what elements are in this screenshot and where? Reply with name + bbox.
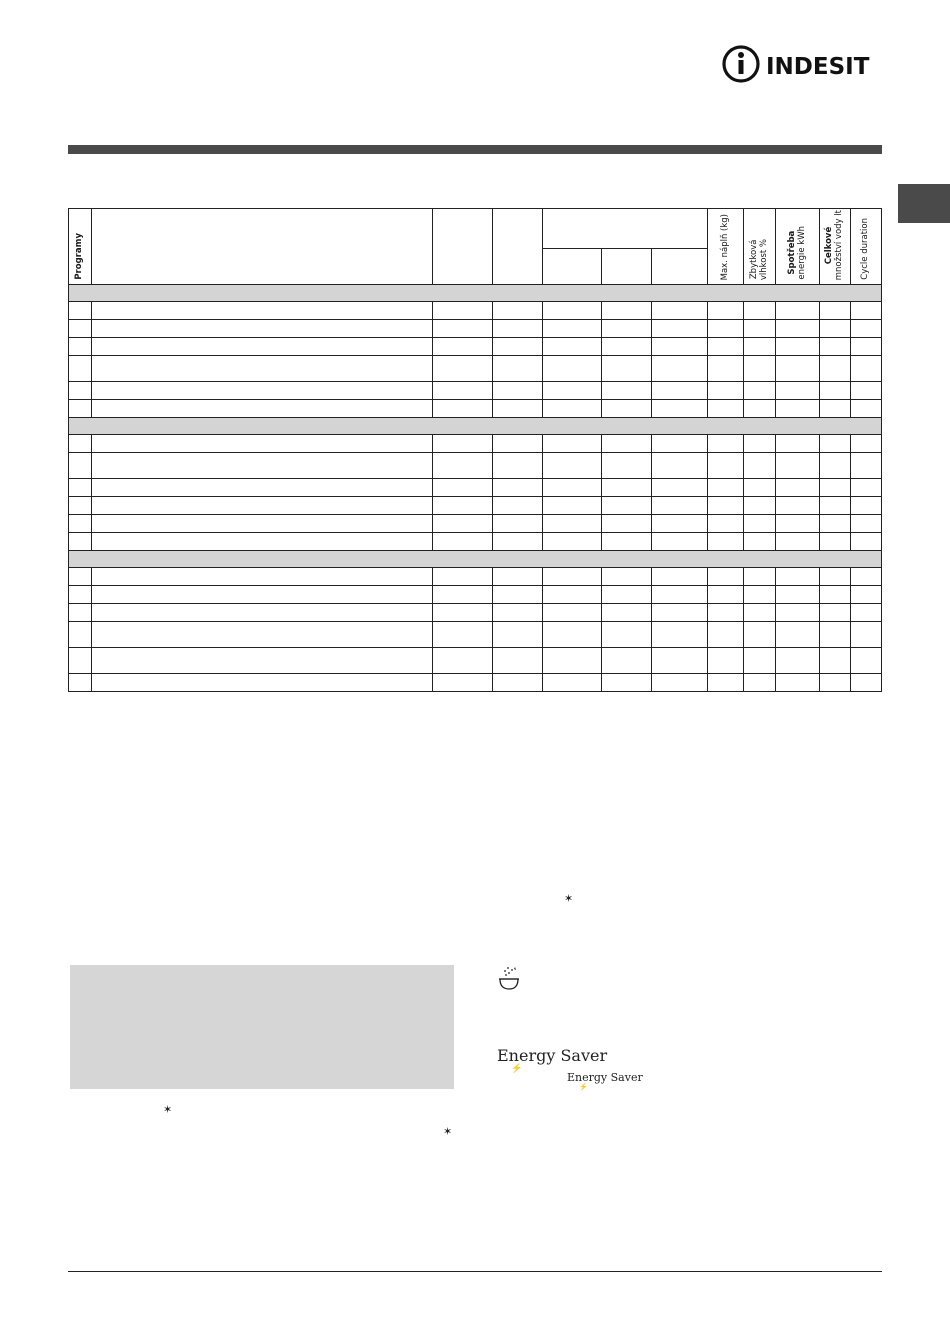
table-cell xyxy=(543,604,602,622)
group-header xyxy=(543,209,708,249)
residual-moisture-header: Zbytková vlhkost % xyxy=(744,209,776,285)
table-cell xyxy=(744,435,776,453)
energy-saver-text: Energy Saver xyxy=(497,1046,608,1065)
table-cell xyxy=(820,302,851,320)
table-row xyxy=(69,382,882,400)
table-cell xyxy=(776,604,820,622)
table-cell xyxy=(744,622,776,648)
table-row xyxy=(69,674,882,692)
section-row xyxy=(69,285,882,302)
table-cell xyxy=(543,533,602,551)
table-cell xyxy=(433,586,493,604)
energy-saver-logo xyxy=(567,1071,643,1091)
table-row xyxy=(69,533,882,551)
table-cell xyxy=(776,515,820,533)
sparkle-icon: ✶ xyxy=(564,892,574,905)
table-cell xyxy=(652,515,708,533)
table-cell xyxy=(708,356,744,382)
table-cell xyxy=(493,479,543,497)
table-cell xyxy=(708,604,744,622)
table-cell xyxy=(92,302,433,320)
table-cell xyxy=(820,320,851,338)
table-cell xyxy=(652,338,708,356)
table-cell xyxy=(92,356,433,382)
description-header xyxy=(92,209,433,285)
table-cell xyxy=(776,586,820,604)
table-cell xyxy=(69,320,92,338)
table-cell xyxy=(652,674,708,692)
table-row xyxy=(69,302,882,320)
table-cell xyxy=(851,622,882,648)
table-cell xyxy=(543,648,602,674)
table-cell xyxy=(433,622,493,648)
sparkle-icon: ✶ xyxy=(163,1103,173,1116)
table-cell xyxy=(851,533,882,551)
table-cell xyxy=(433,400,493,418)
table-cell xyxy=(602,356,652,382)
table-cell xyxy=(820,648,851,674)
table-cell xyxy=(92,382,433,400)
table-cell xyxy=(652,320,708,338)
energy-saver-logo xyxy=(497,1046,607,1074)
table-cell xyxy=(776,568,820,586)
table-cell xyxy=(433,515,493,533)
energy-header: Spotřeba energie kWh xyxy=(776,209,820,285)
section-row xyxy=(69,418,882,435)
table-cell xyxy=(820,674,851,692)
table-cell xyxy=(602,674,652,692)
table-cell xyxy=(652,479,708,497)
table-cell xyxy=(493,648,543,674)
table-cell xyxy=(69,604,92,622)
table-cell xyxy=(652,382,708,400)
table-cell xyxy=(744,302,776,320)
table-cell xyxy=(776,479,820,497)
section-cell xyxy=(69,418,882,435)
table-row xyxy=(69,622,882,648)
section-cell xyxy=(69,285,882,302)
indesit-logo xyxy=(722,44,884,84)
table-cell xyxy=(851,356,882,382)
table-cell xyxy=(69,586,92,604)
table-cell xyxy=(493,497,543,515)
table-cell xyxy=(744,320,776,338)
table-cell xyxy=(776,382,820,400)
sparkle-icon: ✶ xyxy=(443,1125,453,1138)
table-cell xyxy=(744,338,776,356)
table-cell xyxy=(851,453,882,479)
table-cell xyxy=(493,338,543,356)
table-row xyxy=(69,356,882,382)
table-cell xyxy=(776,302,820,320)
table-cell xyxy=(776,497,820,515)
table-cell xyxy=(433,356,493,382)
table-cell xyxy=(493,568,543,586)
table-cell xyxy=(433,338,493,356)
table-cell xyxy=(433,674,493,692)
table-cell xyxy=(69,302,92,320)
table-cell xyxy=(602,338,652,356)
table-cell xyxy=(708,674,744,692)
table-cell xyxy=(433,302,493,320)
plug-icon: ⚡ xyxy=(511,1064,523,1074)
table-cell xyxy=(708,515,744,533)
column-header xyxy=(493,209,543,285)
table-cell xyxy=(776,356,820,382)
table-cell xyxy=(493,586,543,604)
table-cell xyxy=(69,622,92,648)
table-cell xyxy=(708,400,744,418)
table-cell xyxy=(652,586,708,604)
table-cell xyxy=(543,320,602,338)
table-cell xyxy=(92,604,433,622)
table-cell xyxy=(776,435,820,453)
table-cell xyxy=(543,622,602,648)
table-cell xyxy=(92,533,433,551)
table-cell xyxy=(744,648,776,674)
table-cell xyxy=(433,320,493,338)
max-load-header: Max. náplň (kg) xyxy=(708,209,744,285)
table-cell xyxy=(851,338,882,356)
table-cell xyxy=(69,497,92,515)
table-cell xyxy=(820,497,851,515)
table-cell xyxy=(602,648,652,674)
table-cell xyxy=(602,604,652,622)
table-cell xyxy=(543,453,602,479)
table-cell xyxy=(820,356,851,382)
table-cell xyxy=(776,400,820,418)
table-cell xyxy=(433,435,493,453)
table-cell xyxy=(744,497,776,515)
table-cell xyxy=(69,400,92,418)
energy-saver-text: Energy Saver xyxy=(567,1071,643,1084)
table-cell xyxy=(493,515,543,533)
table-cell xyxy=(433,382,493,400)
table-cell xyxy=(69,453,92,479)
table-cell xyxy=(543,479,602,497)
table-cell xyxy=(602,302,652,320)
table-cell xyxy=(851,435,882,453)
table-cell xyxy=(92,320,433,338)
table-cell xyxy=(851,586,882,604)
table-cell xyxy=(433,533,493,551)
table-cell xyxy=(744,586,776,604)
table-cell xyxy=(744,453,776,479)
table-cell xyxy=(543,586,602,604)
table-cell xyxy=(708,320,744,338)
table-cell xyxy=(708,435,744,453)
table-cell xyxy=(776,320,820,338)
table-row xyxy=(69,320,882,338)
table-cell xyxy=(69,515,92,533)
table-row xyxy=(69,400,882,418)
table-cell xyxy=(543,382,602,400)
table-cell xyxy=(433,604,493,622)
table-cell xyxy=(652,356,708,382)
table-row xyxy=(69,479,882,497)
table-cell xyxy=(92,586,433,604)
table-cell xyxy=(744,479,776,497)
table-cell xyxy=(92,435,433,453)
table-cell xyxy=(602,453,652,479)
table-row xyxy=(69,497,882,515)
table-cell xyxy=(820,622,851,648)
table-cell xyxy=(543,568,602,586)
table-cell xyxy=(433,648,493,674)
table-cell xyxy=(708,622,744,648)
table-cell xyxy=(851,604,882,622)
table-cell xyxy=(744,674,776,692)
table-cell xyxy=(851,400,882,418)
table-cell xyxy=(493,453,543,479)
table-cell xyxy=(92,400,433,418)
table-cell xyxy=(820,515,851,533)
table-cell xyxy=(92,515,433,533)
table-cell xyxy=(493,674,543,692)
table-cell xyxy=(92,497,433,515)
table-cell xyxy=(602,568,652,586)
table-cell xyxy=(776,533,820,551)
table-cell xyxy=(602,533,652,551)
table-cell xyxy=(776,338,820,356)
language-tab xyxy=(898,184,950,223)
header-band xyxy=(68,145,882,154)
table-cell xyxy=(433,479,493,497)
cycle-duration-header: Cycle duration xyxy=(851,209,882,285)
table-cell xyxy=(820,453,851,479)
table-cell xyxy=(744,382,776,400)
table-cell xyxy=(543,302,602,320)
table-cell xyxy=(708,382,744,400)
table-cell xyxy=(69,568,92,586)
table-cell xyxy=(708,453,744,479)
table-cell xyxy=(652,622,708,648)
table-cell xyxy=(820,479,851,497)
table-cell xyxy=(543,400,602,418)
table-cell xyxy=(602,515,652,533)
column-header xyxy=(433,209,493,285)
table-cell xyxy=(493,435,543,453)
table-row xyxy=(69,515,882,533)
table-cell xyxy=(851,497,882,515)
steam-basin-icon xyxy=(497,965,521,991)
table-cell xyxy=(652,533,708,551)
table-cell xyxy=(708,479,744,497)
table-cell xyxy=(69,338,92,356)
table-cell xyxy=(543,674,602,692)
footer-rule xyxy=(68,1271,882,1272)
table-cell xyxy=(92,648,433,674)
subcolumn-header xyxy=(652,249,708,285)
table-cell xyxy=(820,382,851,400)
table-cell xyxy=(543,515,602,533)
table-cell xyxy=(708,497,744,515)
table-cell xyxy=(851,320,882,338)
table-cell xyxy=(820,604,851,622)
table-row xyxy=(69,648,882,674)
table-cell xyxy=(92,479,433,497)
table-cell xyxy=(851,382,882,400)
table-cell xyxy=(543,356,602,382)
table-cell xyxy=(69,435,92,453)
table-cell xyxy=(92,674,433,692)
table-cell xyxy=(493,622,543,648)
table-cell xyxy=(851,302,882,320)
table-cell xyxy=(602,320,652,338)
table-cell xyxy=(652,648,708,674)
table-row xyxy=(69,586,882,604)
table-cell xyxy=(69,648,92,674)
table-cell xyxy=(744,515,776,533)
table-cell xyxy=(543,435,602,453)
table-cell xyxy=(820,400,851,418)
table-cell xyxy=(69,479,92,497)
table-cell xyxy=(708,648,744,674)
table-cell xyxy=(493,604,543,622)
table-cell xyxy=(493,400,543,418)
table-cell xyxy=(708,533,744,551)
water-header: Celkové množství vody lt xyxy=(820,209,851,285)
table-cell xyxy=(69,382,92,400)
table-cell xyxy=(652,568,708,586)
table-cell xyxy=(493,382,543,400)
table-cell xyxy=(851,648,882,674)
table-cell xyxy=(744,604,776,622)
subcolumn-header xyxy=(602,249,652,285)
programs-header: Programy xyxy=(69,209,92,285)
table-cell xyxy=(851,674,882,692)
table-cell xyxy=(708,338,744,356)
table-row xyxy=(69,435,882,453)
table-cell xyxy=(776,622,820,648)
table-cell xyxy=(652,400,708,418)
table-cell xyxy=(602,400,652,418)
table-row xyxy=(69,604,882,622)
table-cell xyxy=(820,338,851,356)
table-cell xyxy=(543,497,602,515)
table-cell xyxy=(820,533,851,551)
table-cell xyxy=(602,479,652,497)
logo-wordmark: INDESIT xyxy=(766,54,870,80)
note-box xyxy=(70,965,454,1089)
table-cell xyxy=(602,586,652,604)
table-cell xyxy=(602,382,652,400)
program-table xyxy=(68,208,882,692)
table-cell xyxy=(652,453,708,479)
table-cell xyxy=(776,453,820,479)
table-cell xyxy=(493,356,543,382)
table-row xyxy=(69,338,882,356)
table-cell xyxy=(493,302,543,320)
table-cell xyxy=(602,435,652,453)
table-cell xyxy=(744,400,776,418)
table-cell xyxy=(776,674,820,692)
table-cell xyxy=(602,622,652,648)
table-cell xyxy=(744,356,776,382)
table-cell xyxy=(493,320,543,338)
subcolumn-header xyxy=(543,249,602,285)
table-cell xyxy=(652,604,708,622)
table-row xyxy=(69,453,882,479)
table-cell xyxy=(851,479,882,497)
table-cell xyxy=(652,302,708,320)
table-cell xyxy=(820,586,851,604)
table-cell xyxy=(92,338,433,356)
table-cell xyxy=(851,515,882,533)
table-cell xyxy=(543,338,602,356)
table-cell xyxy=(433,568,493,586)
table-cell xyxy=(602,497,652,515)
table-cell xyxy=(433,453,493,479)
table-cell xyxy=(744,533,776,551)
plug-icon: ⚡ xyxy=(579,1083,588,1091)
table-cell xyxy=(708,302,744,320)
table-cell xyxy=(708,586,744,604)
section-row xyxy=(69,551,882,568)
table-cell xyxy=(652,435,708,453)
table-cell xyxy=(92,568,433,586)
table-row xyxy=(69,568,882,586)
table-cell xyxy=(820,435,851,453)
table-cell xyxy=(92,453,433,479)
table-cell xyxy=(69,356,92,382)
table-cell xyxy=(92,622,433,648)
table-cell xyxy=(652,497,708,515)
table-cell xyxy=(493,533,543,551)
table-cell xyxy=(820,568,851,586)
table-cell xyxy=(69,533,92,551)
table-cell xyxy=(69,674,92,692)
section-cell xyxy=(69,551,882,568)
table-cell xyxy=(744,568,776,586)
table-cell xyxy=(851,568,882,586)
table-cell xyxy=(433,497,493,515)
table-cell xyxy=(776,648,820,674)
table-cell xyxy=(708,568,744,586)
